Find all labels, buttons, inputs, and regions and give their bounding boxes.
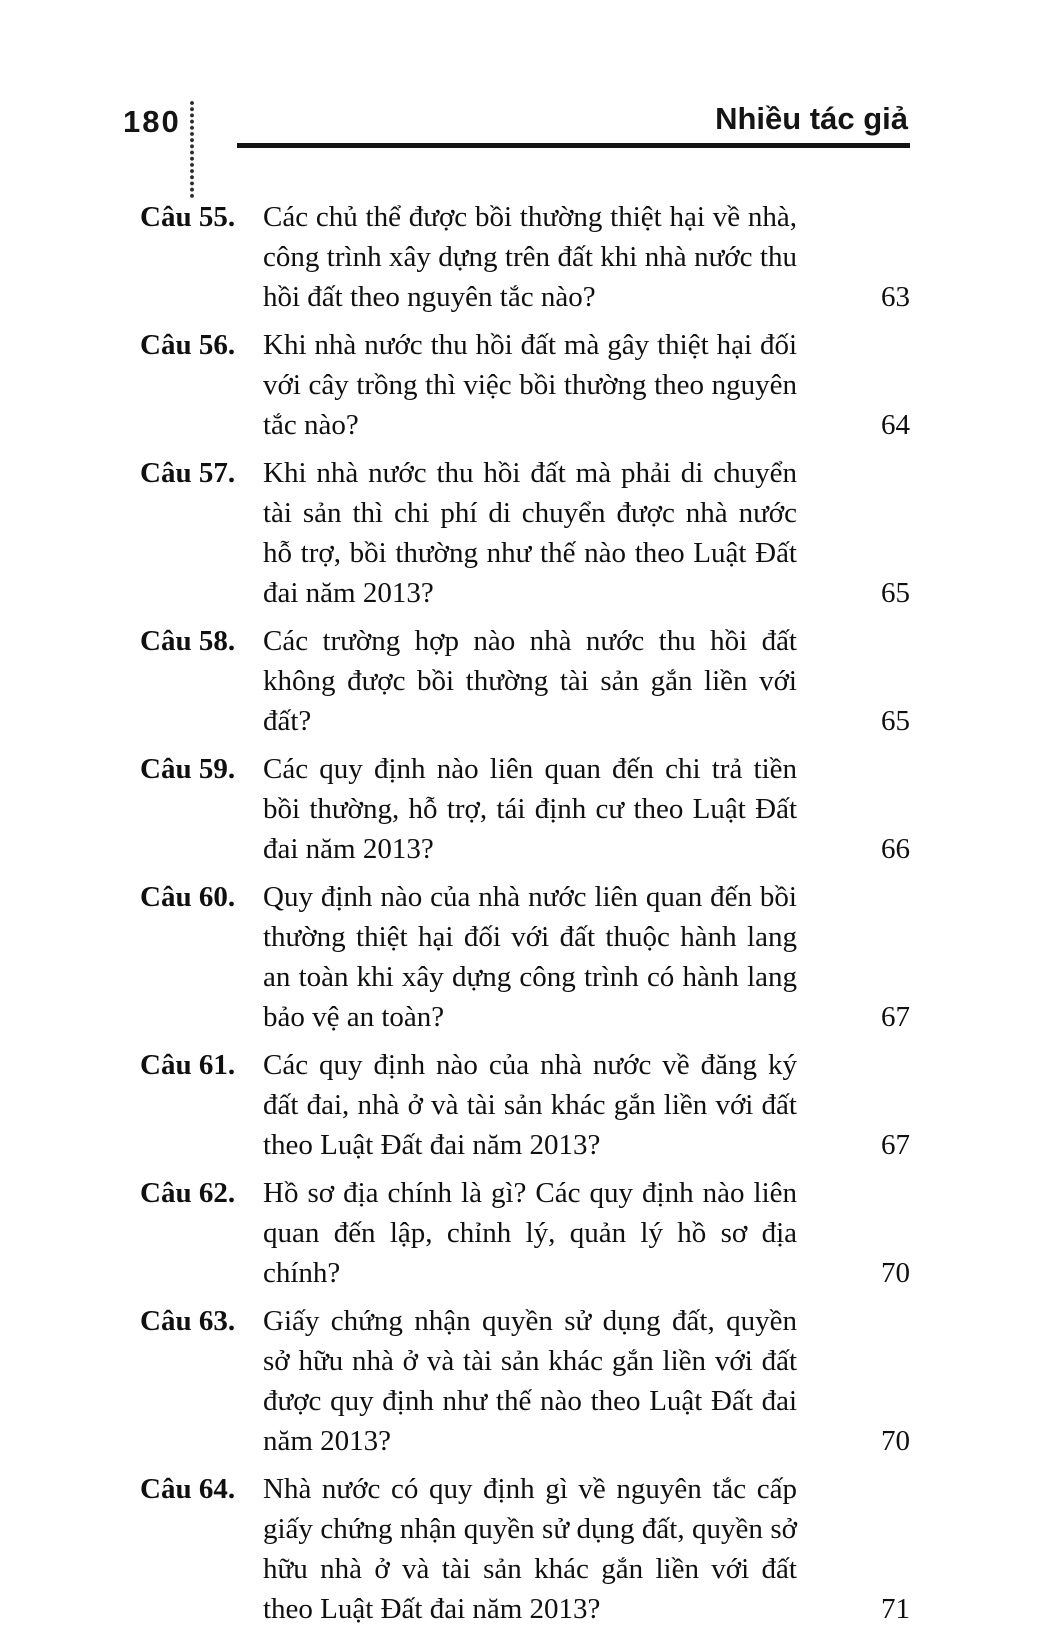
entry-page-number: 65 [881,577,910,609]
toc-entry [140,1301,910,1461]
entry-label: Câu 61. [140,1049,236,1081]
dotted-ornament-rule [189,100,195,200]
page-header [0,0,1040,195]
entry-page-number: 67 [881,1129,910,1161]
entry-question-text: Hồ sơ địa chính là gì? Các quy định nào liên quan đến lập, chỉnh lý, quản lý hồ sơ địa chính? [263,1177,797,1289]
entry-label: Câu 56. [140,329,236,361]
toc-entry [140,621,910,741]
header-horizontal-rule [237,143,910,148]
entry-question-text: Khi nhà nước thu hồi đất mà phải di chuyển tài sản thì chi phí di chuyển được nhà nước hỗ trợ, bồi thường như thế nào theo Luật Đất đai năm 2013? [263,457,797,609]
entry-page-number: 64 [881,409,910,441]
entry-page-number: 70 [881,1425,910,1457]
entry-question-text: Các quy định nào liên quan đến chi trả tiền bồi thường, hỗ trợ, tái định cư theo Luật Đất đai năm 2013? [263,753,797,865]
entry-label: Câu 60. [140,881,236,913]
entry-page-number: 71 [881,1593,910,1625]
entry-label: Câu 57. [140,457,236,489]
entry-page-number: 66 [881,833,910,865]
entry-page-number: 63 [881,281,910,313]
entry-question-text: Quy định nào của nhà nước liên quan đến bồi thường thiệt hại đối với đất thuộc hành lang an toàn khi xây dựng công trình có hành lang bảo vệ an toàn? [263,881,797,1033]
entry-question-text: Các chủ thể được bồi thường thiệt hại về nhà, công trình xây dựng trên đất khi nhà nước thu hồi đất theo nguyên tắc nào? [263,201,797,313]
running-head: Nhiều tác giả [715,101,908,136]
toc-entry [140,1045,910,1165]
entry-label: Câu 64. [140,1473,236,1505]
entry-page-number: 70 [881,1257,910,1289]
entry-page-number: 65 [881,705,910,737]
entry-label: Câu 62. [140,1177,236,1209]
toc-list [0,195,1040,1629]
toc-entry [140,1469,910,1629]
entry-question-text: Nhà nước có quy định gì về nguyên tắc cấp giấy chứng nhận quyền sử dụng đất, quyền sở hữu nhà ở và tài sản khác gắn liền với đất theo Luật Đất đai năm 2013? [263,1473,797,1625]
toc-entry [140,197,910,317]
entry-label: Câu 55. [140,201,236,233]
entry-page-number: 67 [881,1001,910,1033]
toc-entry [140,1173,910,1293]
entry-label: Câu 63. [140,1305,236,1337]
entry-question-text: Các trường hợp nào nhà nước thu hồi đất không được bồi thường tài sản gắn liền với đất? [263,625,797,737]
toc-entry [140,749,910,869]
entry-label: Câu 58. [140,625,236,657]
toc-entry [140,325,910,445]
toc-entry [140,877,910,1037]
entry-question-text: Các quy định nào của nhà nước về đăng ký đất đai, nhà ở và tài sản khác gắn liền với đất theo Luật Đất đai năm 2013? [263,1049,797,1161]
entry-question-text: Giấy chứng nhận quyền sử dụng đất, quyền sở hữu nhà ở và tài sản khác gắn liền với đất được quy định như thế nào theo Luật Đất đai năm 2013? [263,1305,797,1457]
toc-entry [140,453,910,613]
entry-label: Câu 59. [140,753,236,785]
folio-page-number: 180 [123,104,181,139]
entry-question-text: Khi nhà nước thu hồi đất mà gây thiệt hại đối với cây trồng thì việc bồi thường theo nguyên tắc nào? [263,329,797,441]
